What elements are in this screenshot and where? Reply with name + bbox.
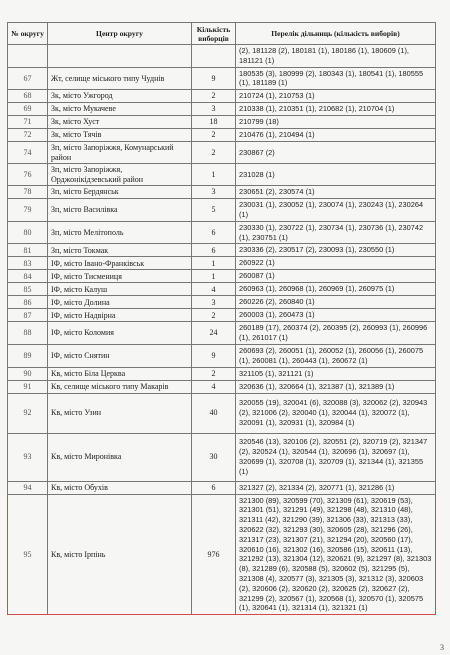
- precinct-list: 320055 (19), 320041 (6), 320088 (3), 320062 (2), 320943 (2), 321006 (2), 320040 (1), 320044 (1), 320072 (1), 320091 (1), 320931 (1), 320984 (1): [236, 393, 436, 433]
- table-row: [8, 283, 436, 296]
- district-center: Кв, місто Обухів: [48, 481, 192, 494]
- district-number: 81: [8, 244, 48, 257]
- table-row: [8, 199, 436, 222]
- voter-count: [192, 45, 236, 68]
- table-row: [8, 142, 436, 164]
- voter-count: 4: [192, 380, 236, 393]
- voter-count: 18: [192, 116, 236, 129]
- district-center: Зп, місто Мелітополь: [48, 221, 192, 244]
- district-number: 67: [8, 67, 48, 90]
- voter-count: 6: [192, 244, 236, 257]
- precinct-list: 260693 (2), 260051 (1), 260052 (1), 260056 (1), 260075 (1), 260081 (1), 260443 (1), 260672 (1): [236, 344, 436, 367]
- table-row: [8, 367, 436, 380]
- district-center: Кв, місто Біла Церква: [48, 367, 192, 380]
- precinct-list: 260189 (17), 260374 (2), 260395 (2), 260993 (1), 260996 (1), 261017 (1): [236, 322, 436, 345]
- district-number: 86: [8, 296, 48, 309]
- district-center: ІФ, місто Івано-Франківськ: [48, 257, 192, 270]
- header-count: Кількість виборців: [192, 23, 236, 45]
- voter-count: 2: [192, 142, 236, 164]
- voter-count: 3: [192, 103, 236, 116]
- district-center: Зп, місто Василівка: [48, 199, 192, 222]
- table-row: [8, 67, 436, 90]
- district-number: 92: [8, 393, 48, 433]
- district-number: 68: [8, 90, 48, 103]
- district-center: ІФ, місто Надвірна: [48, 309, 192, 322]
- table-row: [8, 244, 436, 257]
- district-center: Зп, місто Запоріжжя, Комунарський район: [48, 142, 192, 164]
- district-table: [7, 22, 436, 615]
- district-number: 80: [8, 221, 48, 244]
- table-row: [8, 129, 436, 142]
- precinct-list: 180535 (3), 180999 (2), 180343 (1), 180541 (1), 180555 (1), 181189 (1): [236, 67, 436, 90]
- district-number: 87: [8, 309, 48, 322]
- table-row: [8, 433, 436, 481]
- precinct-list: (2), 181128 (2), 180181 (1), 180186 (1), 180609 (1), 181121 (1): [236, 45, 436, 68]
- voter-count: 976: [192, 494, 236, 615]
- district-number: 83: [8, 257, 48, 270]
- voter-count: 6: [192, 221, 236, 244]
- table-row: [8, 270, 436, 283]
- precinct-list: 320636 (1), 320664 (1), 321387 (1), 321389 (1): [236, 380, 436, 393]
- district-center: Зп, місто Запоріжжя, Орджонікідзевський район: [48, 164, 192, 186]
- table-row: [8, 380, 436, 393]
- district-center: Зк, місто Тячів: [48, 129, 192, 142]
- district-number: 90: [8, 367, 48, 380]
- precinct-list: 230651 (2), 230574 (1): [236, 186, 436, 199]
- district-center: Жт, селище міського типу Чуднів: [48, 67, 192, 90]
- district-center: ІФ, місто Долина: [48, 296, 192, 309]
- voter-count: 40: [192, 393, 236, 433]
- voter-count: 6: [192, 481, 236, 494]
- precinct-list: 260963 (1), 260968 (1), 260969 (1), 260975 (1): [236, 283, 436, 296]
- table-row: [8, 481, 436, 494]
- voter-count: 2: [192, 309, 236, 322]
- voter-count: 24: [192, 322, 236, 345]
- district-number: 95: [8, 494, 48, 615]
- precinct-list: 260003 (1), 260473 (1): [236, 309, 436, 322]
- district-center: ІФ, місто Калуш: [48, 283, 192, 296]
- voter-count: 2: [192, 129, 236, 142]
- district-center: Кв, селище міського типу Макарів: [48, 380, 192, 393]
- table-row: [8, 103, 436, 116]
- table-row: [8, 322, 436, 345]
- district-center: Зк, місто Ужгород: [48, 90, 192, 103]
- district-number: 89: [8, 344, 48, 367]
- precinct-list: 321105 (1), 321121 (1): [236, 367, 436, 380]
- precinct-list: 230031 (1), 230052 (1), 230074 (1), 230243 (1), 230264 (1): [236, 199, 436, 222]
- district-number: 76: [8, 164, 48, 186]
- header-list: Перелік дільниць (кількість виборів): [236, 23, 436, 45]
- district-center: Зп, місто Токмак: [48, 244, 192, 257]
- district-center: ІФ, місто Коломия: [48, 322, 192, 345]
- voter-count: 2: [192, 367, 236, 380]
- voter-count: 5: [192, 199, 236, 222]
- table-row: [8, 90, 436, 103]
- district-center: ІФ, місто Снятин: [48, 344, 192, 367]
- voter-count: 2: [192, 90, 236, 103]
- district-number: 78: [8, 186, 48, 199]
- table-row: [8, 221, 436, 244]
- table-row: [8, 309, 436, 322]
- district-number: 84: [8, 270, 48, 283]
- table-header-row: [8, 23, 436, 45]
- precinct-list: 210724 (1), 210753 (1): [236, 90, 436, 103]
- precinct-list: 260226 (2), 260840 (1): [236, 296, 436, 309]
- district-center: Зк, місто Мукачеве: [48, 103, 192, 116]
- district-center: Кв, місто Ірпінь: [48, 494, 192, 615]
- precinct-list: 230336 (2), 230517 (2), 230093 (1), 230550 (1): [236, 244, 436, 257]
- voter-count: 30: [192, 433, 236, 481]
- table-row: [8, 494, 436, 615]
- precinct-list: 321327 (2), 321334 (2), 320771 (1), 321286 (1): [236, 481, 436, 494]
- district-number: 91: [8, 380, 48, 393]
- table-row: [8, 257, 436, 270]
- voter-count: 4: [192, 283, 236, 296]
- voter-count: 3: [192, 186, 236, 199]
- district-center: Кв, місто Миронівка: [48, 433, 192, 481]
- table-row: [8, 116, 436, 129]
- precinct-list: 210799 (18): [236, 116, 436, 129]
- voter-count: 3: [192, 296, 236, 309]
- header-district-no: № округу: [8, 23, 48, 45]
- precinct-list: 230330 (1), 230722 (1), 230734 (1), 230736 (1), 230742 (1), 230751 (1): [236, 221, 436, 244]
- district-number: [8, 45, 48, 68]
- district-center: Зп, місто Бердянськ: [48, 186, 192, 199]
- table-row: [8, 186, 436, 199]
- voter-count: 1: [192, 164, 236, 186]
- district-number: 79: [8, 199, 48, 222]
- table-body: [8, 45, 436, 615]
- page-number: 3: [440, 643, 444, 652]
- precinct-list: 260087 (1): [236, 270, 436, 283]
- district-number: 94: [8, 481, 48, 494]
- district-number: 88: [8, 322, 48, 345]
- district-number: 69: [8, 103, 48, 116]
- voter-count: 1: [192, 257, 236, 270]
- table-row: [8, 344, 436, 367]
- precinct-list: 260922 (1): [236, 257, 436, 270]
- precinct-list: 210476 (1), 210494 (1): [236, 129, 436, 142]
- table-row: [8, 45, 436, 68]
- header-center: Центр округу: [48, 23, 192, 45]
- district-number: 85: [8, 283, 48, 296]
- precinct-list: 320546 (13), 320106 (2), 320551 (2), 320719 (2), 321347 (2), 320524 (1), 320544 (1), 320696 (1), 320697 (1), 320699 (1), 320708 (1), 320709 (1), 321344 (1), 321355 (1): [236, 433, 436, 481]
- district-center: Кв, місто Узин: [48, 393, 192, 433]
- precinct-list: 321300 (89), 320599 (70), 321309 (61), 320619 (53), 321301 (51), 321291 (49), 321298 (48), 321310 (48), 321311 (42), 321290 (39), 321306 (33), 321313 (33), 320622 (32), 321293 (30), 320605 (28), 321296 (26), 321317 (23), 321307 (21), 321294 (20), 320560 (17), 320610 (16), 321302 (16), 320586 (15), 320611 (13), 321292 (13), 321304 (12), 320621 (9), 321297 (8), 321303 (8), 321289 (6), 320588 (5), 320602 (5), 321295 (5), 321308 (4), 320577 (3), 321305 (3), 321312 (3), 320603 (2), 320606 (2), 320620 (2), 320625 (2), 320627 (2), 321299 (2), 320567 (1), 320568 (1), 320570 (1), 320575 (1), 320641 (1), 321314 (1), 321321 (1): [236, 494, 436, 615]
- table-row: [8, 296, 436, 309]
- voter-count: 1: [192, 270, 236, 283]
- table-row: [8, 164, 436, 186]
- district-number: 74: [8, 142, 48, 164]
- voter-count: 9: [192, 67, 236, 90]
- district-number: 71: [8, 116, 48, 129]
- voter-count: 9: [192, 344, 236, 367]
- district-center: ІФ, місто Тисмениця: [48, 270, 192, 283]
- district-number: 93: [8, 433, 48, 481]
- table-row: [8, 393, 436, 433]
- district-number: 72: [8, 129, 48, 142]
- precinct-list: 231028 (1): [236, 164, 436, 186]
- precinct-list: 210338 (1), 210351 (1), 210682 (1), 210704 (1): [236, 103, 436, 116]
- district-center: Зк, місто Хуст: [48, 116, 192, 129]
- precinct-list: 230867 (2): [236, 142, 436, 164]
- district-center: [48, 45, 192, 68]
